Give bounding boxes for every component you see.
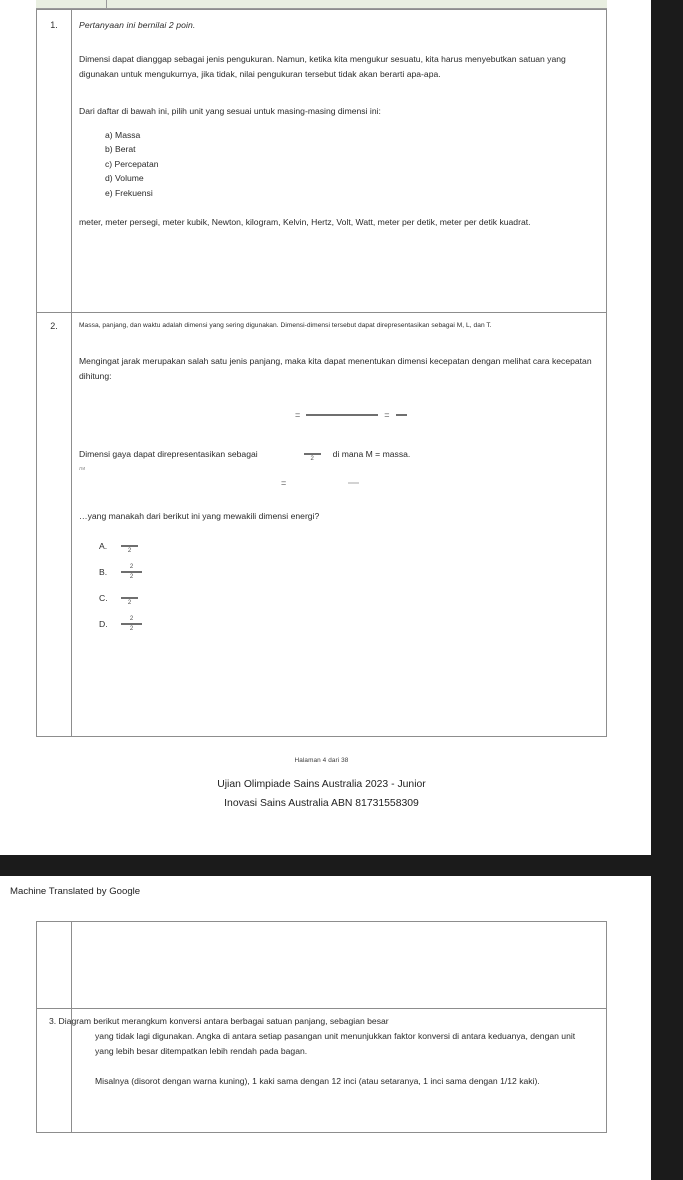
answer-letter-c: C. (99, 593, 108, 603)
page-two-empty-row (72, 922, 606, 1008)
answer-a-denominator: 2 (127, 547, 132, 554)
question-3-lead-in: 3. Diagram berikut merangkum konversi antara berbagai satuan panjang, sebagian besar (49, 1016, 389, 1026)
list-item: c) Percepatan (105, 158, 159, 169)
answer-option-a[interactable] (79, 533, 592, 559)
question-2-number: 2. (50, 321, 58, 331)
machine-translation-banner: Machine Translated by Google (10, 886, 141, 897)
question-2-intro: Massa, panjang, dan waktu adalah dimensi yang sering digunakan. Dimensi-dimensi tersebut dapat direpresentasikan sebagai M, L, dan T. (79, 322, 492, 329)
velocity-equation (79, 406, 592, 424)
footer-organisation: Inovasi Sains Australia ABN 81731558309 (224, 798, 419, 809)
equation-equals-sign: = (295, 410, 301, 420)
question-2-prompt: …yang manakah dari berikut ini yang mewakili dimensi energi? (79, 511, 320, 521)
page-one-footer (36, 757, 607, 813)
page-separator-band (0, 855, 651, 876)
top-tint-divider (106, 0, 107, 9)
answer-c-fraction (121, 590, 138, 605)
question-2-paragraph: Mengingat jarak merupakan salah satu jenis panjang, maka kita dapat menentukan dimensi kecepatan dengan melihat cara kecepatan dihitung: (79, 356, 592, 381)
answer-a-fraction (121, 538, 138, 553)
question-3-paragraph-1: yang tidak lagi digunakan. Angka di antara setiap pasangan unit menunjukkan faktor konversi di antara keduanya, dengan unit yang lebih besar ditempatkan lebih rendah pada bagan. (95, 1031, 576, 1056)
force-line-prefix: Dimensi gaya dapat direpresentasikan sebagai (79, 448, 258, 459)
energy-equation (79, 472, 592, 494)
energy-equation-equals-sign: = (281, 478, 287, 488)
list-item: e) Frekuensi (105, 187, 153, 198)
fraction-bar-long (306, 414, 378, 416)
answer-option-d[interactable] (79, 611, 592, 637)
question-3-paragraph-2: Misalnya (disorot dengan warna kuning), 1 kaki sama dengan 12 inci (atau setaranya, 1 inci sama dengan 1/12 kaki). (95, 1076, 540, 1086)
answer-option-c[interactable] (79, 585, 592, 611)
equation-equals-sign-2: = (384, 410, 390, 420)
question-1-dimension-list (79, 128, 592, 200)
page-one-question-table (36, 9, 607, 737)
question-2-body (71, 320, 606, 637)
viewer-right-gutter (651, 0, 683, 1180)
answer-b-denominator: 2 (129, 573, 134, 580)
page-top-tint-strip (36, 0, 607, 9)
force-dimension-line (79, 446, 592, 462)
question-1-paragraph-2: Dari daftar di bawah ini, pilih unit yang sesuai untuk masing-masing dimensi ini: (79, 106, 381, 116)
question-1-body (71, 20, 606, 230)
footer-page-number: Halaman 4 dari 38 (294, 757, 349, 764)
answer-option-b[interactable] (79, 559, 592, 585)
force-fraction (304, 446, 321, 461)
row-divider-blank-q3 (37, 1008, 606, 1009)
page-two-question-table (36, 921, 607, 1133)
question-1-unit-list: meter, meter persegi, meter kubik, Newton, kilogram, Kelvin, Hertz, Volt, Watt, meter per detik, meter per detik kuadrat. (79, 217, 531, 228)
question-2-answer-choices (79, 533, 592, 637)
question-1-paragraph-1: Dimensi dapat dianggap sebagai jenis pengukuran. Namun, ketika kita mengukur sesuatu, kita harus menyebutkan satuan yang digunakan untuk mengukurnya, jika tidak, nilai pengukuran tersebut tidak akan berarti apa-apa. (79, 54, 566, 79)
list-item: d) Volume (105, 173, 144, 184)
fraction-bar-short (396, 414, 407, 416)
answer-c-denominator: 2 (127, 599, 132, 606)
scan-artifact-glyph: ли (79, 466, 86, 472)
force-fraction-denominator: 2 (310, 455, 314, 462)
answer-d-fraction (121, 616, 142, 631)
answer-b-fraction (121, 564, 142, 579)
footer-exam-title: Ujian Olimpiade Sains Australia 2023 - Junior (217, 779, 426, 790)
force-line-suffix: di mana M = massa. (332, 448, 411, 459)
list-item: b) Berat (105, 144, 136, 155)
answer-a-superscript (121, 538, 138, 545)
energy-equation-rule (348, 482, 359, 484)
answer-d-denominator: 2 (129, 625, 134, 632)
question-3-body (37, 1014, 606, 1089)
question-1-points-note: Pertanyaan ini bernilai 2 poin. (79, 20, 196, 30)
answer-letter-a: A. (99, 541, 108, 551)
answer-c-superscript (121, 590, 138, 597)
list-item: a) Massa (105, 130, 141, 140)
question-1-number: 1. (50, 20, 58, 30)
row-divider-q1-q2 (37, 312, 606, 313)
force-fraction-numerator (304, 446, 321, 453)
answer-letter-b: B. (99, 567, 108, 577)
answer-letter-d: D. (99, 619, 108, 629)
answer-b-superscript: 2 (129, 564, 134, 571)
answer-d-superscript: 2 (129, 616, 134, 623)
